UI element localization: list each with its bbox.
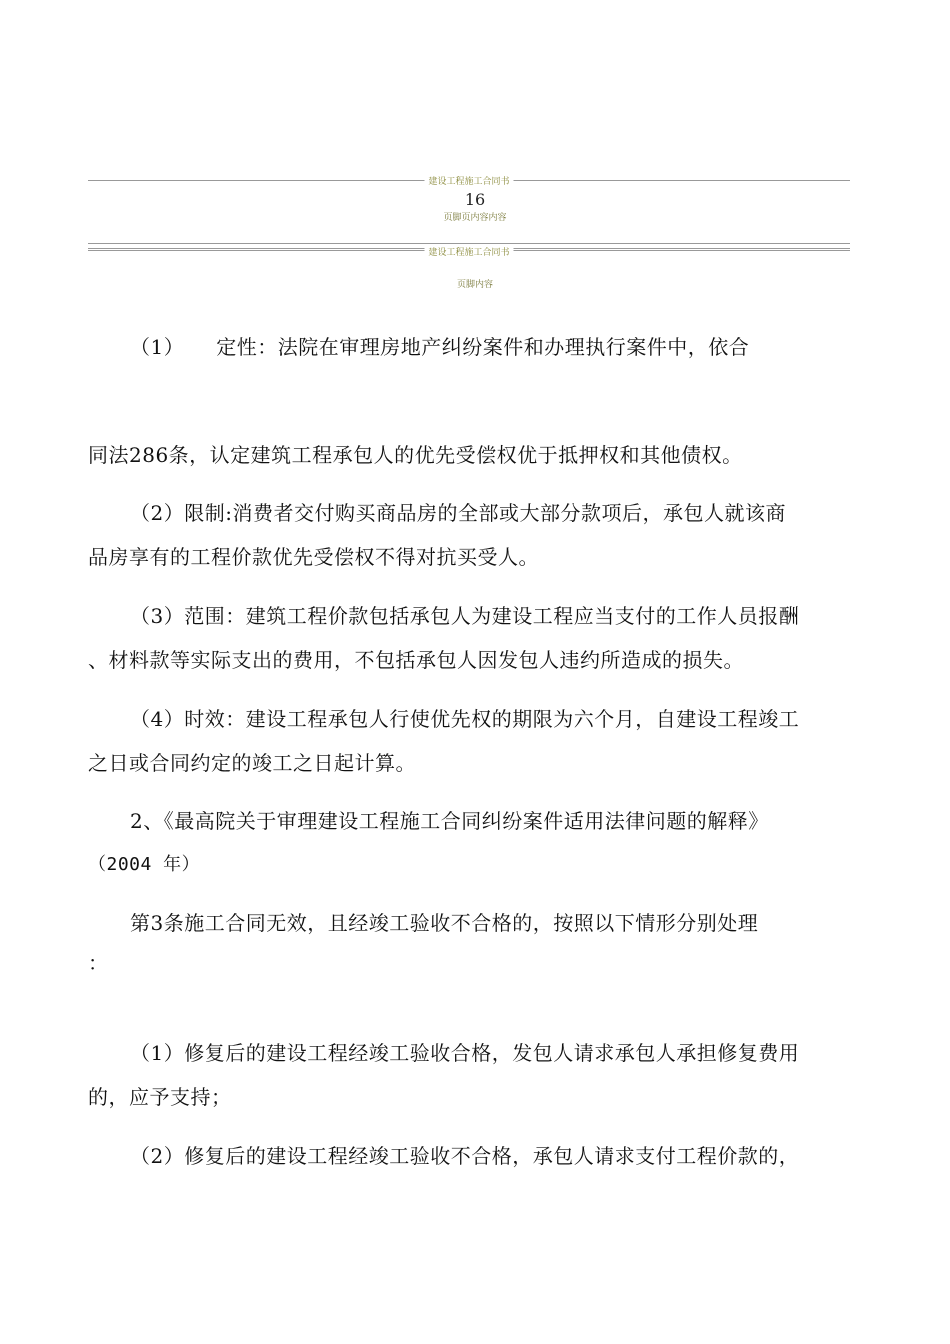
- paragraph-line: （3）范围：建筑工程价款包括承包人为建设工程应当支付的工作人员报酬: [130, 604, 800, 628]
- article-line: 第3条施工合同无效，且经竣工验收不合格的，按照以下情形分别处理: [130, 911, 759, 935]
- article-line: ：: [88, 951, 109, 975]
- header-label: 建设工程施工合同书: [424, 245, 513, 258]
- section-heading: 2、《最高院关于审理建设工程施工合同纠纷案件适用法律问题的解释》: [130, 809, 769, 833]
- header-divider: [88, 243, 850, 244]
- paragraph-line: （2）限制:消费者交付购买商品房的全部或大部分款项后，承包人就该商: [130, 501, 786, 525]
- paragraph-line: [130, 337, 749, 357]
- paragraph-line: （4）时效：建设工程承包人行使优先权的期限为六个月，自建设工程竣工: [130, 707, 800, 731]
- item-number: （1）: [130, 335, 185, 359]
- footer-note: 页脚页内容内容: [443, 213, 507, 223]
- paragraph-line: 品房享有的工程价款优先受偿权不得对抗买受人。: [88, 545, 539, 569]
- paragraph-line: 之日或合同约定的竣工之日起计算。: [88, 751, 416, 775]
- header-label: 建设工程施工合同书: [424, 174, 513, 187]
- paragraph-line: 的，应予支持；: [88, 1085, 232, 1109]
- paragraph-text: 定性：法院在审理房地产纠纷案件和办理执行案件中，依合: [216, 335, 750, 359]
- paragraph-line: （2）修复后的建设工程经竣工验收不合格，承包人请求支付工程价款的，: [130, 1144, 800, 1168]
- section-heading-year: （2004 年）: [88, 854, 201, 875]
- paragraph-line: 、材料款等实际支出的费用，不包括承包人因发包人违约所造成的损失。: [88, 648, 744, 672]
- footer-note: 页脚内容: [456, 280, 493, 290]
- paragraph-line: 同法286条，认定建筑工程承包人的优先受偿权优于抵押权和其他债权。: [88, 443, 743, 467]
- paragraph-line: （1）修复后的建设工程经竣工验收合格，发包人请求承包人承担修复费用: [130, 1041, 800, 1065]
- page-number: 16: [464, 190, 486, 209]
